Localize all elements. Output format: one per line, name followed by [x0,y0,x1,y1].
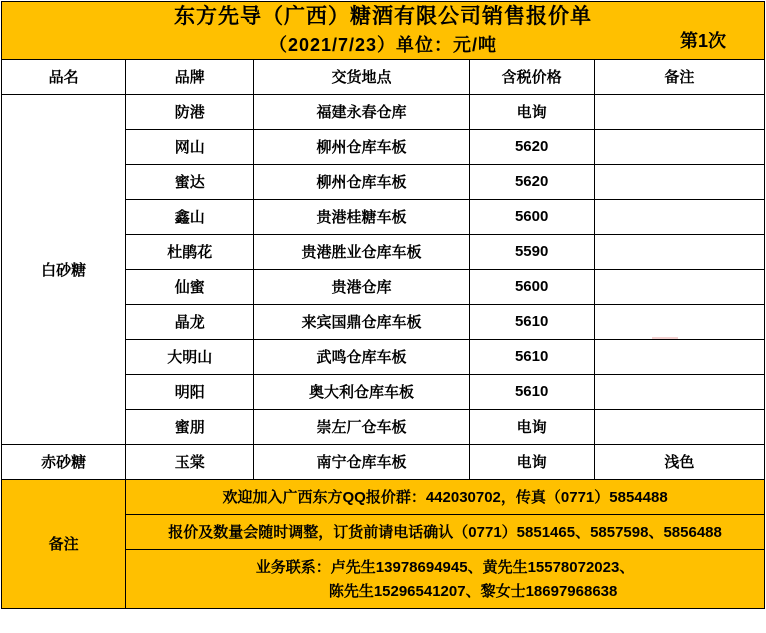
remark-cell [594,409,764,444]
place-cell: 来宾国鼎仓库车板 [254,304,469,339]
place-cell: 贵港桂糖车板 [254,199,469,234]
price-cell: 电询 [469,409,594,444]
column-header-price: 含税价格 [469,59,594,94]
column-header-remark: 备注 [594,59,764,94]
brand-cell: 蜜朋 [126,409,254,444]
price-cell: 电询 [469,444,594,479]
price-cell: 5620 [469,164,594,199]
category-cell-brown-sugar: 赤砂糖 [2,444,126,479]
price-cell: 5610 [469,339,594,374]
remark-cell [594,304,764,339]
table-row [2,94,765,129]
page-title: 东方先导（广西）糖酒有限公司销售报价单 [174,5,592,28]
remark-cell [594,164,764,199]
brand-cell: 蜜达 [126,164,254,199]
footer-note-contacts [126,549,765,608]
remark-cell [594,339,764,374]
price-cell: 5610 [469,374,594,409]
brand-cell: 大明山 [126,339,254,374]
place-cell: 贵港仓库 [254,269,469,304]
remark-cell: 浅色 [594,444,764,479]
page-subtitle: （2021/7/23）单位：元/吨 [268,35,498,56]
brand-cell: 鑫山 [126,199,254,234]
place-cell: 武鸣仓库车板 [254,339,469,374]
place-cell: 柳州仓库车板 [254,129,469,164]
remark-cell [594,199,764,234]
footer-label-cell: 备注 [2,479,126,608]
scan-artifact-mark [652,337,678,339]
remark-cell [594,269,764,304]
remark-cell [594,234,764,269]
footer-row [2,479,765,514]
brand-cell: 网山 [126,129,254,164]
price-quote-table [1,1,765,609]
title-row [2,2,765,60]
category-cell-white-sugar: 白砂糖 [2,94,126,444]
remark-cell [594,129,764,164]
footer-note-qq-group: 欢迎加入广西东方QQ报价群：442030702，传真（0771）5854488 [126,479,765,514]
brand-cell: 杜鹃花 [126,234,254,269]
price-cell: 5600 [469,199,594,234]
brand-cell: 仙蜜 [126,269,254,304]
table-row [2,444,765,479]
place-cell: 贵港胜业仓库车板 [254,234,469,269]
price-cell: 电询 [469,94,594,129]
place-cell: 福建永春仓库 [254,94,469,129]
place-cell: 崇左厂仓车板 [254,409,469,444]
brand-cell: 防港 [126,94,254,129]
price-cell: 5600 [469,269,594,304]
place-cell: 南宁仓库车板 [254,444,469,479]
table-header-row [2,59,765,94]
remark-cell [594,374,764,409]
footer-note-price-confirm: 报价及数量会随时调整，订货前请电话确认（0771）5851465、5857598、5856488 [126,514,765,549]
remark-cell [594,94,764,129]
column-header-delivery-place: 交货地点 [254,59,469,94]
column-header-brand: 品牌 [126,59,254,94]
place-cell: 奥大利仓库车板 [254,374,469,409]
price-cell: 5590 [469,234,594,269]
price-quote-sheet [0,1,766,633]
column-header-product: 品名 [2,59,126,94]
price-cell: 5610 [469,304,594,339]
brand-cell: 玉棠 [126,444,254,479]
brand-cell: 明阳 [126,374,254,409]
brand-cell: 晶龙 [126,304,254,339]
place-cell: 柳州仓库车板 [254,164,469,199]
document-title-cell [2,2,765,60]
footer-contact-line-2: 陈先生15296541207、黎女士18697968638 [328,582,618,600]
price-cell: 5620 [469,129,594,164]
issue-badge: 第1次 [679,30,726,51]
footer-contact-line-1: 业务联系：卢先生13978694945、黄先生15578072023、 [255,558,635,576]
